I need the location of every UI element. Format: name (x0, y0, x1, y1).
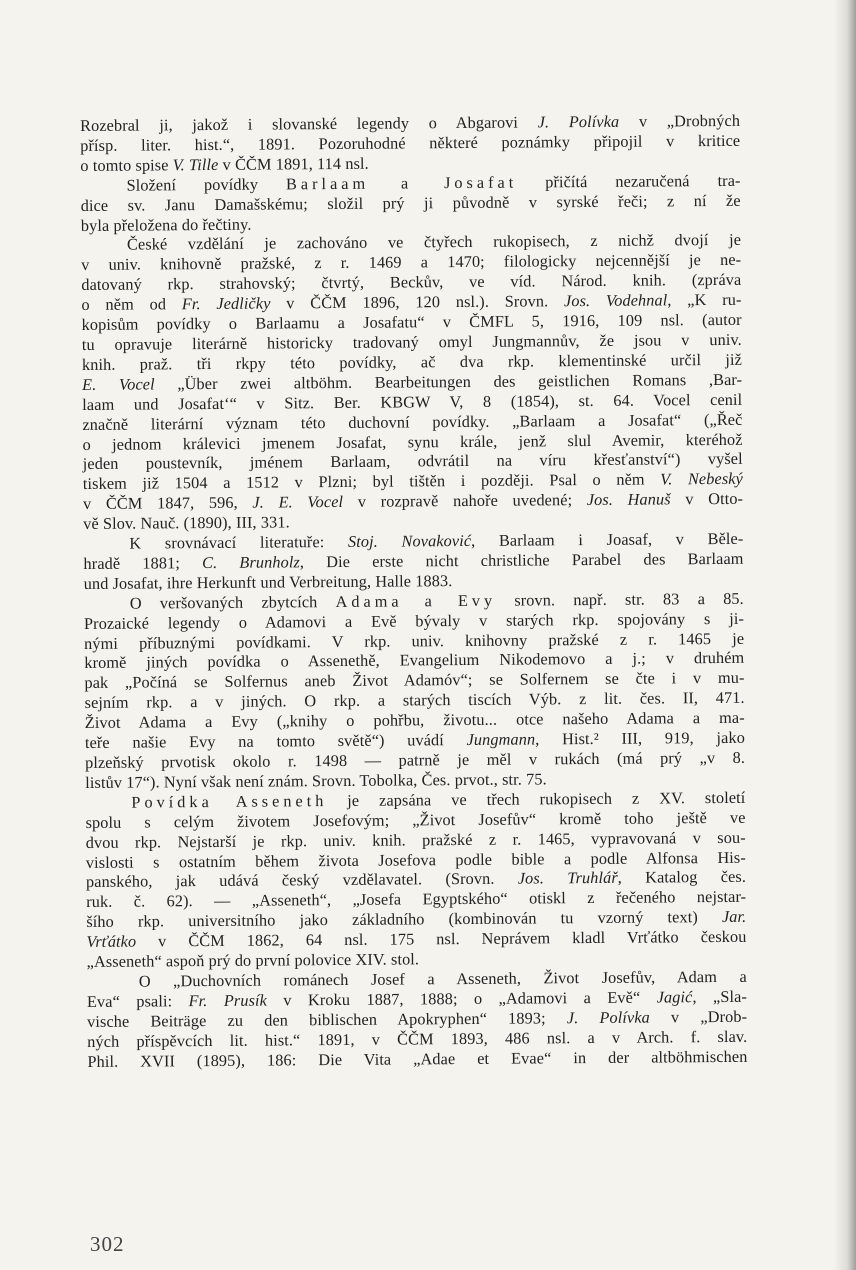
text-line: šího rkp. universitního jako základního (kombinován tu vzorný text) Jar. (86, 907, 747, 932)
text-line: o něm od Fr. Jedličky v ČČM 1896, 120 nsl.). Srovn. Jos. Vodehnal, „K ru- (81, 289, 742, 315)
text-line: sejním rkp. a v jiných. O rkp. a starých tiscích Výb. z lit. čes. II, 471. (84, 688, 745, 713)
text-line: teře našie Evy na tomto světě“) uvádí Jungmann, Hist.² III, 919, jako (84, 727, 745, 753)
text-line: pak „Počíná se Solfernus aneb Život Adamóv“; se Solfernem se čte i v mu- (84, 668, 745, 693)
text-line: K srovnávací literatuře: Stoj. Novaković, Barlaam i Joasaf, v Běle- (129, 528, 744, 553)
text-line: značně literární význam této duchovní povídky. „Barlaam a Josafat“ („Řeč (82, 409, 743, 434)
text-line: dvou rkp. Nejstarší je rkp. univ. knih. pražské z r. 1465, vypravovaná v sou- (85, 827, 746, 852)
text-line: listův 17“). Nyní však není znám. Srovn. Tobolka, Čes. prvot., str. 75. (85, 769, 547, 792)
text-line: ruk. č. 62). — „Asseneth“, „Josefa Egyptského“ otiskl z řečeného nejstar- (86, 887, 747, 912)
text-line: knih. praž. tři rkpy této povídky, ač dva rkp. klementinské určil již (81, 349, 743, 374)
page-edge-shadow (834, 0, 856, 1270)
text-line: byla přeložena do řečtiny. (80, 214, 252, 235)
text-line: panského, jak udává český vzdělavatel. (Srovn. Jos. Truhlář, Katalog čes. (85, 867, 747, 892)
text-line: přísp. liter. hist.“, 1891. Pozoruhodné některé poznámky připojil v kritice (80, 130, 741, 155)
text-line: vislosti s ostatním během života Josefova podle bible a podle Alfonsa His- (85, 847, 746, 872)
text-line: „Asseneth“ aspoň prý do první polovice XIV. stol. (86, 949, 420, 972)
text-line: o tomto spise V. Tille v ČČM 1891, 114 nsl. (80, 153, 369, 175)
text-line: v univ. knihovně pražské, z r. 1469 a 1470; filologicky nejcennější je ne- (81, 250, 742, 275)
text-line: E. Vocel „Über zwei altböhm. Bearbeitungen des geistlichen Romans ,Bar- (82, 369, 743, 394)
text-line: nými příbuznými povídkami. V rkp. univ. knihovny pražské z r. 1465 je (84, 628, 745, 653)
text-line: plzeňský prvotisk okolo r. 1498 — patrně je měl v rukách (má prý „v 8. (85, 747, 746, 772)
text-line: tiskem již 1504 a 1512 v Plzni; byl tištěn i později. Psal o něm V. Nebeský (82, 469, 743, 494)
text-line: jeden poustevník, jménem Barlaam, odvrátil na víru křesťanství“) vyšel (82, 449, 743, 474)
text-line: datovaný rkp. strahovský; čtvrtý, Beckův, ve víd. Národ. knih. (zpráva (81, 270, 742, 295)
text-line: Vrťátko v ČČM 1862, 64 nsl. 175 nsl. Neprávem kladl Vrťátko českou (86, 926, 747, 952)
text-line: laam und Josafat‘“ v Sitz. Ber. KBGW V, 8 (1854), st. 64. Vocel cenil (82, 389, 743, 414)
body-text (80, 111, 747, 1072)
text-line: O „Duchovních románech Josef a Asseneth, Život Josefův, Adam a (138, 966, 747, 991)
text-line: hradě 1881; C. Brunholz, Die erste nicht christliche Parabel des Barlaam (83, 548, 744, 573)
text-line: Prozaické legendy o Adamovi a Evě bývaly v starých rkp. spojovány s ji- (83, 608, 745, 633)
text-line: dice sv. Janu Damašskému; složil prý ji původně v syrské řeči; z ní že (80, 190, 741, 215)
text-line: o jednom králevici jmenem Josafat, synu krále, jenž slul Avemir, kteréhož (82, 429, 743, 454)
text-line: und Josafat, ihre Herkunft und Verbreitung, Halle 1883. (83, 570, 453, 593)
page-number: 302 (90, 1232, 125, 1256)
text-line: České vzdělání je zachováno ve čtyřech rukopisech, z nichž dvojí je (126, 230, 742, 255)
text-line: Eva“ psali: Fr. Prusík v Kroku 1887, 1888; o „Adamovi a Evě“ Jagić, „Sla- (86, 986, 748, 1011)
text-line: tu opravuje literárně historicky tradovaný omyl Jungmannův, že jsou v univ. (81, 329, 742, 354)
text-line: Složení povídky Barlaam a Josafat přičítá nezaručená tra- (126, 170, 741, 195)
text-line: Phil. XVII (1895), 186: Die Vita „Adae et Evae“ in der altböhmischen (87, 1046, 748, 1071)
text-line: v ČČM 1847, 596, J. E. Vocel v rozpravě nahoře uvedené; Jos. Hanuš v Otto- (82, 489, 744, 514)
text-line: O veršovaných zbytcích Adama a Evy srovn. např. str. 83 a 85. (129, 588, 744, 613)
text-line: kopisům povídky o Barlaamu a Josafatu“ v ČMFL 5, 1916, 109 nsl. (autor (81, 309, 742, 335)
text-line: kromě jiných povídka o Assenethě, Evangelium Nikodemovo a j.; v druhém (84, 648, 745, 673)
text-line: ných příspěvcích lit. hist.“ 1891, v ČČM 1893, 486 nsl. a v Arch. f. slav. (87, 1026, 748, 1051)
text-line: vische Beiträge zu den biblischen Apokryphen“ 1893; J. Polívka v „Drob- (87, 1006, 748, 1031)
text-line: Život Adama a Evy („knihy o pohřbu, životu... otce našeho Adama a ma- (84, 707, 745, 733)
text-line: spolu s celým životem Josefovým; „Život Josefův“ kromě toho ještě ve (85, 807, 746, 832)
text-line: vě Slov. Nauč. (1890), III, 331. (83, 512, 290, 534)
text-line: Rozebral ji, jakož i slovanské legendy o Abgarovi J. Polívka v „Drobných (80, 110, 741, 135)
text-line: Povídka Asseneth je zapsána ve třech rukopisech z XV. století (131, 787, 746, 812)
